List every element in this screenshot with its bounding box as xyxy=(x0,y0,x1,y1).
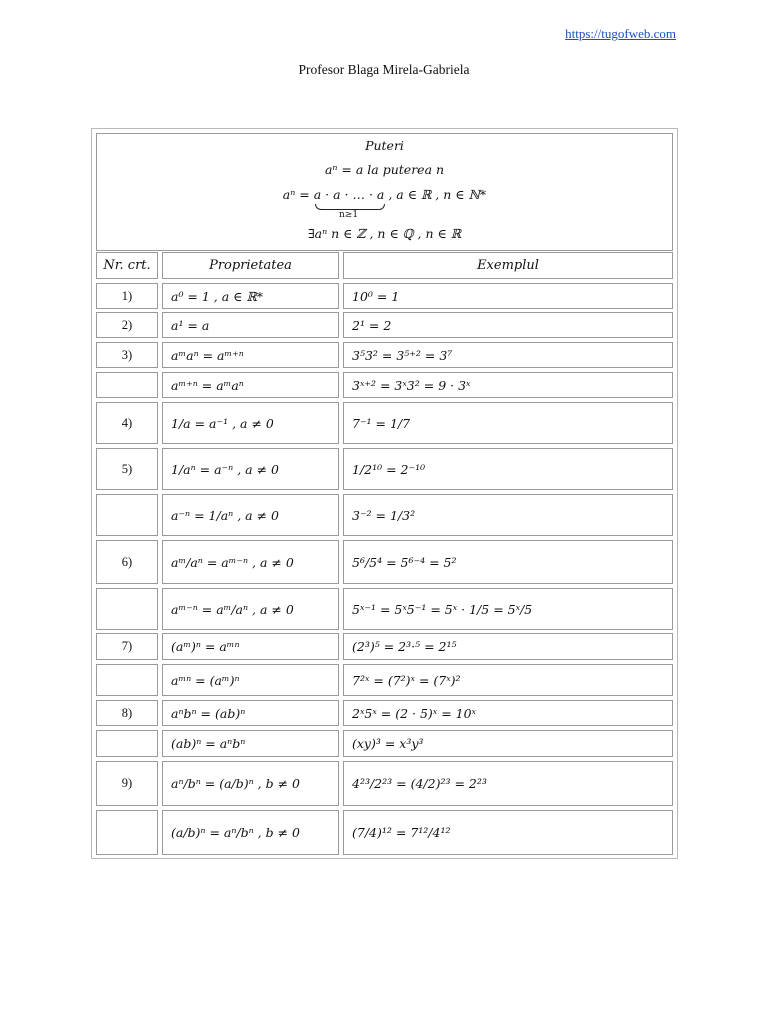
row-nr xyxy=(96,664,158,696)
column-header-property: Proprietatea xyxy=(162,252,339,279)
row-example: (xy)³ = x³y³ xyxy=(343,730,673,757)
row-property: aᵐaⁿ = aᵐ⁺ⁿ xyxy=(162,342,339,368)
row-nr xyxy=(96,810,158,855)
column-header-nr: Nr. crt. xyxy=(96,252,158,279)
row-property: (aᵐ)ⁿ = aᵐⁿ xyxy=(162,633,339,660)
row-nr: 8) xyxy=(96,700,158,726)
row-nr xyxy=(96,372,158,398)
row-example: 3ˣ⁺² = 3ˣ3² = 9 · 3ˣ xyxy=(343,372,673,398)
row-example: 10⁰ = 1 xyxy=(343,283,673,309)
definition-2-index: n≥1 xyxy=(339,210,359,220)
row-property: a⁻ⁿ = 1/aⁿ , a ≠ 0 xyxy=(162,494,339,536)
row-property: a⁰ = 1 , a ∈ ℝ* xyxy=(162,283,339,309)
table-title: Puteri xyxy=(365,138,404,153)
row-nr: 9) xyxy=(96,761,158,806)
source-link[interactable]: https://tugofweb.com xyxy=(565,26,676,41)
row-nr: 5) xyxy=(96,448,158,490)
row-property: (ab)ⁿ = aⁿbⁿ xyxy=(162,730,339,757)
row-example: 5ˣ⁻¹ = 5ˣ5⁻¹ = 5ˣ · 1/5 = 5ˣ/5 xyxy=(343,588,673,630)
row-example: 5⁶/5⁴ = 5⁶⁻⁴ = 5² xyxy=(343,540,673,584)
author-name: Profesor Blaga Mirela-Gabriela xyxy=(298,62,470,77)
row-property: a¹ = a xyxy=(162,312,339,338)
row-example: 1/2¹⁰ = 2⁻¹⁰ xyxy=(343,448,673,490)
row-example: 7²ˣ = (7²)ˣ = (7ˣ)² xyxy=(343,664,673,696)
definition-2-product: aⁿ = a · a · … · a xyxy=(282,187,385,202)
row-nr: 4) xyxy=(96,402,158,444)
column-header-example: Exemplul xyxy=(343,252,673,279)
row-example: 3⁻² = 1/3² xyxy=(343,494,673,536)
row-property: 1/aⁿ = a⁻ⁿ , a ≠ 0 xyxy=(162,448,339,490)
row-nr: 1) xyxy=(96,283,158,309)
row-example: (2³)⁵ = 2³·⁵ = 2¹⁵ xyxy=(343,633,673,660)
row-property: aⁿbⁿ = (ab)ⁿ xyxy=(162,700,339,726)
row-nr xyxy=(96,730,158,757)
row-example: 3⁵3² = 3⁵⁺² = 3⁷ xyxy=(343,342,673,368)
row-example: 7⁻¹ = 1/7 xyxy=(343,402,673,444)
row-nr xyxy=(96,494,158,536)
row-example: 4²³/2²³ = (4/2)²³ = 2²³ xyxy=(343,761,673,806)
table-header-block xyxy=(96,133,673,251)
row-example: 2ˣ5ˣ = (2 · 5)ˣ = 10ˣ xyxy=(343,700,673,726)
row-property: aⁿ/bⁿ = (a/b)ⁿ , b ≠ 0 xyxy=(162,761,339,806)
definition-2 xyxy=(97,187,672,202)
row-nr: 3) xyxy=(96,342,158,368)
row-property: 1/a = a⁻¹ , a ≠ 0 xyxy=(162,402,339,444)
row-example: (7/4)¹² = 7¹²/4¹² xyxy=(343,810,673,855)
row-nr xyxy=(96,588,158,630)
row-nr: 7) xyxy=(96,633,158,660)
row-example: 2¹ = 2 xyxy=(343,312,673,338)
row-property: aᵐ⁻ⁿ = aᵐ/aⁿ , a ≠ 0 xyxy=(162,588,339,630)
definition-2-domain: , a ∈ ℝ , n ∈ ℕ* xyxy=(388,187,487,202)
definition-1: aⁿ = a la puterea n xyxy=(324,162,445,177)
row-nr: 2) xyxy=(96,312,158,338)
row-property: aᵐ/aⁿ = aᵐ⁻ⁿ , a ≠ 0 xyxy=(162,540,339,584)
row-property: (a/b)ⁿ = aⁿ/bⁿ , b ≠ 0 xyxy=(162,810,339,855)
definition-3: ∃aⁿ n ∈ ℤ , n ∈ ℚ , n ∈ ℝ xyxy=(307,226,462,241)
row-property: aᵐ⁺ⁿ = aᵐaⁿ xyxy=(162,372,339,398)
row-nr: 6) xyxy=(96,540,158,584)
row-property: aᵐⁿ = (aᵐ)ⁿ xyxy=(162,664,339,696)
